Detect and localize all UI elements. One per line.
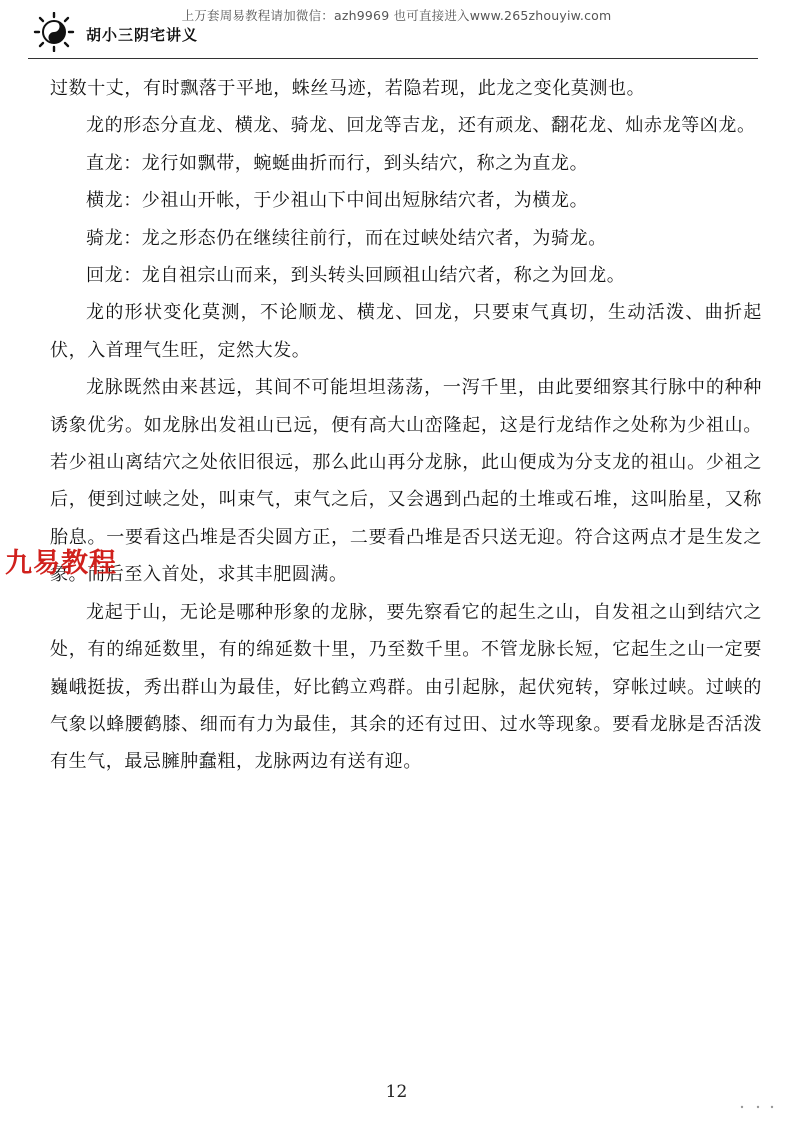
paragraph: 直龙：龙行如飘带，蜿蜒曲折而行，到头结穴，称之为直龙。 (86, 152, 589, 174)
paragraph: 过数十丈，有时飘落于平地，蛛丝马迹，若隐若现，此龙之变化莫测也。 (50, 78, 646, 99)
paragraph: 龙脉既然由来甚远，其间不可能坦坦荡荡，一泻千里，由此要细察其行脉中的种种诱象优劣。如龙脉出发祖山已远，便有高大山峦隆起，这是行龙结作之处称为少祖山。若少祖山离结穴之处依旧很远，那么此山再分龙脉，此山便成为分支龙的祖山。少祖之后，便到过峡之处，叫束气，束气之后，又会遇到凸起的土堆或石堆，这叫胎星，又称胎息。一要看这凸堆是否尖圆方正，二要看凸堆是否只送无迎。符合这两点才是生发之象。而后至入首处，求其丰肥圆满。 (50, 377, 762, 586)
yin-yang-bagua-icon (32, 12, 76, 52)
paragraph: 龙的形状变化莫测，不论顺龙、横龙、回龙，只要束气真切，生动活泼、曲折起伏，入首理气生旺，定然大发。 (50, 302, 762, 361)
header-divider (28, 58, 758, 59)
page-number: 12 (385, 1082, 408, 1102)
paragraph: 横龙：少祖山开帐，于少祖山下中间出短脉结穴者，为横龙。 (86, 190, 589, 212)
document-body (50, 70, 762, 781)
watermark-text: 九易教程 (5, 548, 117, 579)
scan-specks (738, 1103, 778, 1111)
paragraph: 骑龙：龙之形态仍在继续往前行，而在过峡处结穴者，为骑龙。 (86, 227, 607, 249)
paragraph: 回龙：龙自祖宗山而来，到头转头回顾祖山结穴者，称之为回龙。 (86, 265, 626, 287)
paragraph: 龙起于山，无论是哪种形象的龙脉，要先察看它的起生之山，自发祖之山到结穴之处，有的绵延数里，有的绵延数十里，乃至数千里。不管龙脉长短，它起生之山一定要巍峨挺拔，秀出群山为最佳，好比鹤立鸡群。由引起脉，起伏宛转，穿帐过峡。过峡的气象以蜂腰鹤膝、细而有力为最佳，其余的还有过田、过水等现象。要看龙脉是否活泼有生气，最忌臃肿蠢粗，龙脉两边有送有迎。 (50, 601, 762, 773)
document-title: 胡小三阴宅讲义 (86, 26, 199, 44)
paragraph: 龙的形态分直龙、横龙、骑龙、回龙等吉龙，还有顽龙、翻花龙、灿赤龙等凶龙。 (86, 115, 756, 137)
top-note: 上万套周易教程请加微信：azh9969 也可直接进入www.265zhouyiw.com (181, 8, 612, 23)
